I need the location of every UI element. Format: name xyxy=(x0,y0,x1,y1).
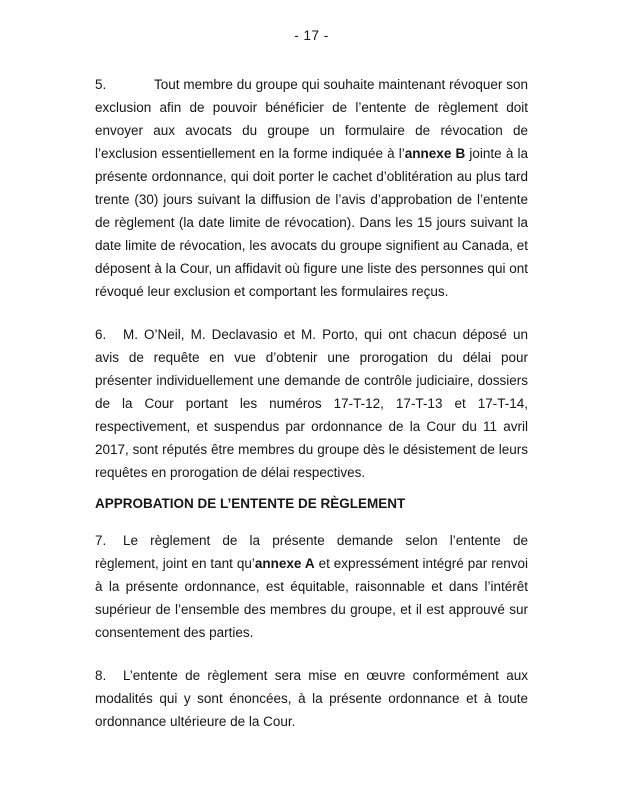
paragraph-7 xyxy=(95,529,528,644)
bold-text-segment: annexe B xyxy=(404,146,466,161)
paragraph-number: 7. xyxy=(95,533,107,548)
bold-text-segment: annexe A xyxy=(254,556,315,571)
paragraph-number: 8. xyxy=(95,668,107,683)
paragraph-number: 6. xyxy=(95,327,107,342)
text-segment: jointe à la présente ordonnance, qui doit porter le cachet d’oblitération au plus tard trente (30) jours suivant la diffusion de l’avis d’approbation de l’entente de règlement (la date limite de révocation). Dans les 15 jours suivant la date limite de révocation, les avocats du groupe signifient au Canada, et déposent à la Cour, un affidavit où figure une liste des personnes qui ont révoqué leur exclusion et comportant les formulaires reçus. xyxy=(95,146,529,299)
document-body xyxy=(95,73,528,733)
paragraph-8 xyxy=(95,664,528,733)
paragraph-6 xyxy=(95,323,528,484)
section-heading: APPROBATION DE L’ENTENTE DE RÈGLEMENT xyxy=(95,496,406,511)
text-segment: et expressément intégré par renvoi à la présente ordonnance, est équitable, raisonnable et dans l’intérêt supérieur de l’ensemble des membres du groupe, et il est approuvé sur consentement des parties. xyxy=(95,556,528,640)
paragraph-5 xyxy=(95,73,528,303)
page-number: - 17 - xyxy=(294,28,329,43)
text-segment: Tout membre du groupe qui souhaite maintenant révoquer son exclusion afin de pouvoir bénéficier de l’entente de règlement doit envoyer aux avocats du groupe un formulaire de révocation de l’exclusion essentiellement en la forme indiquée à l’ xyxy=(95,77,528,161)
text-segment: L’entente de règlement sera mise en œuvre conformément aux modalités qui y sont énoncées, à la présente ordonnance et à toute ordonnance ultérieure de la Cour. xyxy=(95,668,528,729)
paragraph-number: 5. xyxy=(95,77,107,92)
text-segment: Le règlement de la présente demande selon l’entente de règlement, joint en tant qu’ xyxy=(95,533,528,571)
text-segment: M. O’Neil, M. Declavasio et M. Porto, qui ont chacun déposé un avis de requête en vue d’obtenir une prorogation du délai pour présenter individuellement une demande de contrôle judiciaire, dossiers de la Cour portant les numéros 17-T-12, 17-T-13 et 17-T-14, respectivement, et suspendus par ordonnance de la Cour du 11 avril 2017, sont réputés être membres du groupe dès le désistement de leurs requêtes en prorogation de délai respectives. xyxy=(95,327,528,480)
